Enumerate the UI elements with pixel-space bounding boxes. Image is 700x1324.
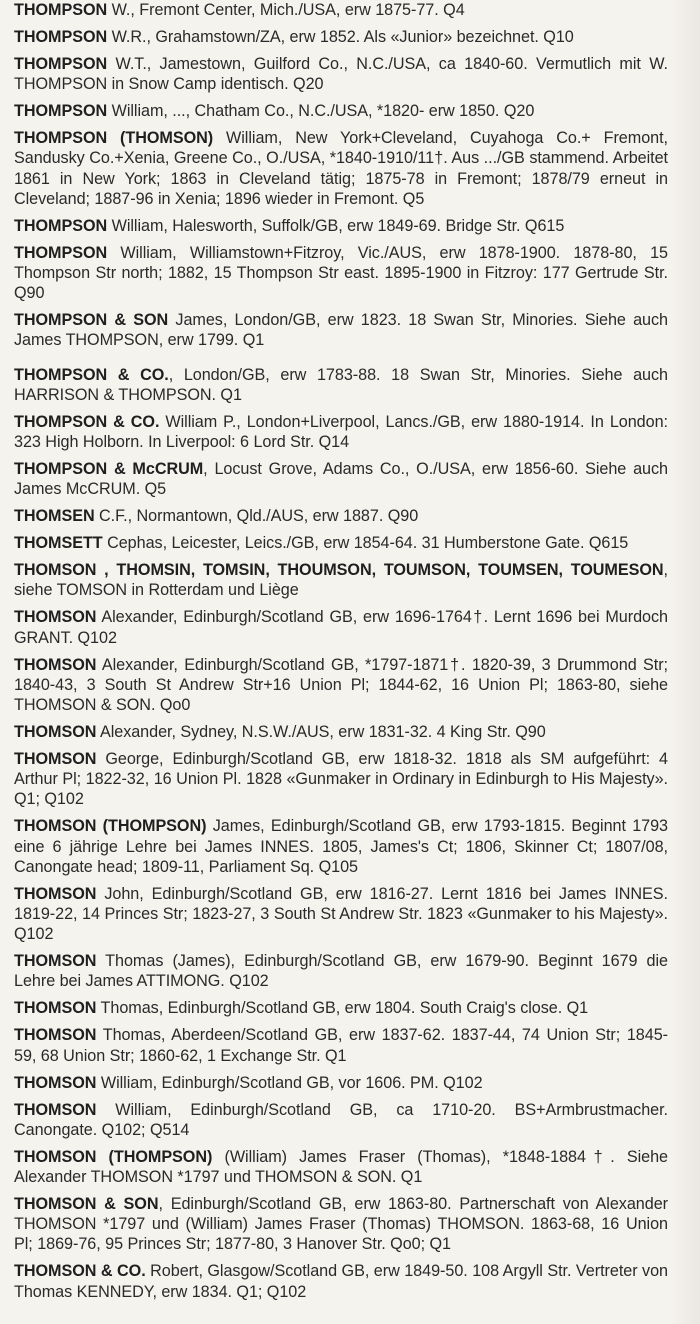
entry-text: William, Williamstown+Fitzroy, Vic./AUS, erw 1878-1900. 1878-80, 15 Thompson Str north; 1882, 15 Thompson Str east. 1895-1900 in Fitzroy: 177 Gertrude Str. Q90 bbox=[14, 243, 668, 303]
entry bbox=[14, 655, 668, 716]
entry-text: William P., London+Liverpool, Lancs./GB, erw 1880-1914. In London: 323 High Holborn. In Liverpool: 6 Lord Str. Q14 bbox=[14, 412, 668, 452]
entry bbox=[14, 560, 668, 600]
entry-name: THOMSON & SON bbox=[14, 1195, 159, 1214]
entry-name: THOMPSON & SON bbox=[14, 311, 169, 330]
entry-text: James, London/GB, erw 1823. 18 Swan Str, Minories. Siehe auch James THOMPSON, erw 1799. Q1 bbox=[14, 311, 669, 350]
entry bbox=[14, 412, 668, 452]
entry-name: THOMSON (THOMPSON) bbox=[14, 1147, 213, 1166]
entry-text: Alexander, Edinburgh/Scotland GB, *1797-1871†. 1820-39, 3 Drummond Str; 1840-43, 3 South St Andrew Str+16 Union Pl; 1844-62, 16 Union Pl; 1863-80, siehe THOMSON & SON. Qo0 bbox=[14, 655, 668, 715]
entry-name: THOMSON bbox=[14, 608, 97, 627]
entry-name: THOMPSON bbox=[14, 243, 108, 262]
entry-name: THOMPSON & CO. bbox=[14, 365, 169, 384]
entry-text: C.F., Normantown, Qld./AUS, erw 1887. Q90 bbox=[94, 507, 419, 526]
entry-name: THOMSON bbox=[14, 1100, 97, 1119]
entry-name: THOMPSON bbox=[14, 102, 108, 121]
entry bbox=[14, 607, 668, 647]
entry bbox=[14, 506, 668, 526]
entry bbox=[14, 998, 668, 1018]
entry bbox=[14, 365, 668, 405]
entry-text: (William) James Fraser (Thomas), *1848-1884†. Siehe Alexander THOMSON *1797 und THOMSON & SON. Q1 bbox=[14, 1147, 669, 1187]
entry bbox=[14, 1025, 668, 1065]
entry bbox=[14, 722, 668, 742]
entry bbox=[14, 216, 668, 236]
entry-text: William, New York+Cleveland, Cuyahoga Co.+ Fremont, Sandusky Co.+Xenia, Greene Co., O./USA, *1840-1910/11†. Aus .../GB stammend. Arbeitet 1861 in New York; 1863 in Cleveland tätig; 1875-78 in Fremont; 1878/79 erneut in Cleveland; 1887-96 in Xenia; 1896 wieder in Fremont. Q5 bbox=[14, 129, 668, 208]
entry-name: THOMSON bbox=[14, 1026, 97, 1045]
entry-text: Alexander, Sydney, N.S.W./AUS, erw 1831-32. 4 King Str. Q90 bbox=[96, 723, 546, 742]
entry-name: THOMPSON bbox=[14, 28, 108, 46]
entry-name: THOMSEN bbox=[14, 507, 95, 526]
entry-name: THOMSON bbox=[14, 723, 97, 742]
entry bbox=[14, 816, 668, 877]
entry-name: THOMPSON bbox=[14, 1, 108, 19]
entry-name: THOMSON & CO. bbox=[14, 1262, 146, 1281]
entry bbox=[14, 243, 668, 304]
entry bbox=[14, 54, 668, 94]
entry-name: THOMSON bbox=[14, 655, 97, 674]
entry-text: Thomas, Aberdeen/Scotland GB, erw 1837-62. 1837-44, 74 Union Str; 1845-59, 68 Union Str; 1860-62, 1 Exchange Str. Q1 bbox=[14, 1026, 668, 1065]
entry-text: W., Fremont Center, Mich./USA, erw 1875-77. Q4 bbox=[107, 1, 465, 19]
entry-text: William, ..., Chatham Co., N.C./USA, *1820- erw 1850. Q20 bbox=[107, 102, 535, 121]
entry bbox=[14, 27, 668, 47]
entry bbox=[14, 101, 668, 121]
entry-text: William, Halesworth, Suffolk/GB, erw 1849-69. Bridge Str. Q615 bbox=[107, 216, 565, 235]
entry-text: Thomas (James), Edinburgh/Scotland GB, erw 1679-90. Beginnt 1679 die Lehre bei James ATTIMONG. Q102 bbox=[14, 952, 668, 991]
entry-text: W.R., Grahamstown/ZA, erw 1852. Als «Junior» bezeichnet. Q10 bbox=[107, 28, 574, 46]
entry-name: THOMSON bbox=[14, 999, 97, 1018]
entry bbox=[14, 749, 668, 810]
entry-name: THOMPSON & McCRUM bbox=[14, 460, 204, 479]
entry-name: THOMSON bbox=[14, 750, 97, 769]
entry-text: Thomas, Edinburgh/Scotland GB, erw 1804. South Craig's close. Q1 bbox=[96, 999, 589, 1018]
entry-text: William, Edinburgh/Scotland GB, vor 1606. PM. Q102 bbox=[96, 1073, 483, 1092]
entry-text: Cephas, Leicester, Leics./GB, erw 1854-64. 31 Humberstone Gate. Q615 bbox=[102, 534, 629, 553]
entry-name: THOMSON bbox=[14, 884, 97, 903]
dictionary-page bbox=[14, 0, 668, 1309]
entry-name: THOMPSON & CO. bbox=[14, 412, 160, 431]
entry-text: , London/GB, erw 1783-88. 18 Swan Str, Minories. Siehe auch HARRISON & THOMPSON. Q1 bbox=[14, 365, 668, 404]
page-edge-shadow bbox=[670, 0, 700, 1324]
entry bbox=[14, 884, 668, 945]
entry-name: THOMSON bbox=[14, 952, 97, 971]
entry bbox=[14, 1147, 668, 1187]
entry-name: THOMPSON bbox=[14, 216, 108, 235]
entry-name: THOMPSON (THOMSON) bbox=[14, 129, 214, 148]
entry bbox=[14, 951, 668, 991]
entry-text: , Locust Grove, Adams Co., O./USA, erw 1856-60. Siehe auch James McCRUM. Q5 bbox=[14, 460, 668, 499]
entry bbox=[14, 310, 668, 350]
entry-name: THOMSETT bbox=[14, 534, 103, 553]
entry-text: W.T., Jamestown, Guilford Co., N.C./USA, ca 1840-60. Vermutlich mit W. THOMPSON in Snow Camp identisch. Q20 bbox=[14, 55, 668, 94]
entry-text: George, Edinburgh/Scotland GB, erw 1818-32. 1818 als SM aufgeführt: 4 Arthur Pl; 1822-32, 16 Union Pl. 1828 «Gunmaker in Ordinary in Edinburgh to His Majesty». Q1; Q102 bbox=[14, 750, 668, 809]
entry-text: James, Edinburgh/Scotland GB, erw 1793-1815. Beginnt 1793 eine 6 jährige Lehre bei James INNES. 1805, James's Ct; 1806, Skinner Ct; 1807/08, Canongate head; 1809-11, Parliament Sq. Q105 bbox=[14, 817, 669, 876]
entry-name: THOMSON bbox=[14, 1073, 97, 1092]
entry-text: Alexander, Edinburgh/Scotland GB, erw 1696-1764†. Lernt 1696 bei Murdoch GRANT. Q102 bbox=[14, 608, 668, 647]
entry-text: William, Edinburgh/Scotland GB, ca 1710-20. BS+Armbrustmacher. Canongate. Q102; Q514 bbox=[14, 1100, 668, 1139]
entry-text: Robert, Glasgow/Scotland GB, erw 1849-50. 108 Argyll Str. Vertreter von Thomas KENNEDY, erw 1834. Q1; Q102 bbox=[14, 1262, 668, 1301]
entry bbox=[14, 1194, 668, 1255]
entry bbox=[14, 128, 668, 209]
entry bbox=[14, 533, 668, 553]
entry-name: THOMSON (THOMPSON) bbox=[14, 817, 207, 836]
entry bbox=[14, 1073, 668, 1093]
entry bbox=[14, 1100, 668, 1140]
entry-text: , Edinburgh/Scotland GB, erw 1863-80. Partnerschaft von Alexander THOMSON *1797 und (William) James Fraser (Thomas) THOMSON. 1863-68, 16 Union Pl; 1869-76, 95 Princes Str; 1877-80, 3 Hanover Str. Qo0; Q1 bbox=[14, 1195, 668, 1254]
entry-text: , siehe TOMSON in Rotterdam und Liège bbox=[14, 561, 668, 600]
entry-text: John, Edinburgh/Scotland GB, erw 1816-27. Lernt 1816 bei James INNES. 1819-22, 14 Princes Str; 1823-27, 3 South St Andrew Str. 1823 «Gunmaker to his Majesty». Q102 bbox=[14, 884, 668, 944]
entry bbox=[14, 459, 668, 499]
entry-name: THOMPSON bbox=[14, 55, 108, 73]
entry bbox=[14, 1261, 668, 1301]
entry bbox=[14, 0, 668, 20]
entry-name: THOMSON , THOMSIN, TOMSIN, THOUMSON, TOUMSON, TOUMSEN, TOUMESON bbox=[14, 561, 664, 580]
